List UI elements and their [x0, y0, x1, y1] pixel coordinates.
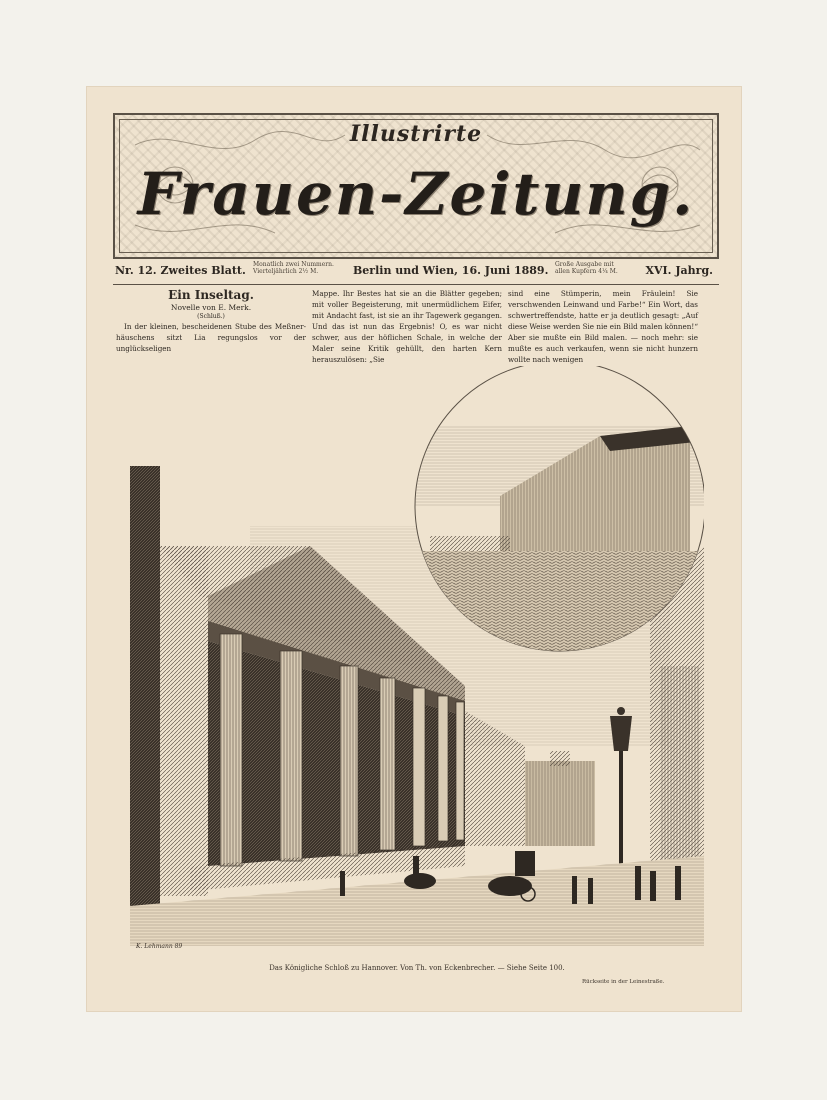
masthead-title-big: Frauen-Zeitung.: [137, 160, 695, 228]
subscription-note-line-2: Vierteljährlich 2½ M.: [253, 268, 319, 275]
subscription-note: [253, 261, 334, 275]
masthead-title-small: Illustrirte: [349, 121, 483, 147]
engraving-illustration: [130, 366, 704, 956]
article-text-col3: sind eine Stümperin, mein Fräulein! Sie verschwenden Leinwand und Farbe!“ Ein Wort, das schwertreffendste, hatte er ja deutlich gesagt: „Auf diese Weise werden Sie nie ein Bild malen können!“ Aber sie mußte ein Bild malen. — noch mehr: sie mußte es auch verkaufen, wenn sie nicht hunzern wollte nach wenigen: [508, 289, 698, 364]
article-column-1: [116, 288, 306, 354]
edition-note-line-1: Große Ausgabe mit: [555, 261, 614, 268]
article-column-2: [312, 288, 502, 365]
volume: XVI. Jahrg.: [645, 264, 713, 277]
article-subtitle: Novelle von E. Merk.: [170, 303, 252, 312]
issue-info-line: [113, 261, 719, 283]
illustration-caption: Das Königliche Schloß zu Hannover. Von Th. von Eckenbrecher. — Siehe Seite 100.: [269, 964, 565, 972]
place-date: Berlin und Wien, 16. Juni 1889.: [353, 264, 549, 277]
article-text-col1: In der kleinen, bescheidenen Stube des Meßner-häuschens sitzt Lia regungslos vor der unglückseligen: [116, 322, 306, 353]
inset-caption: Rückseite in der Leinestraße.: [582, 979, 665, 985]
edition-note-line-2: allen Kupfern 4¼ M.: [555, 268, 618, 275]
newspaper-page: [86, 86, 742, 1012]
article-column-3: [508, 288, 698, 365]
masthead: [113, 113, 719, 259]
article-note: (Schluß.): [197, 313, 225, 320]
artist-signature: K. Lehmann 89: [136, 943, 183, 950]
edition-note: [555, 261, 618, 275]
article-title: Ein Inseltag.: [168, 288, 254, 302]
article-text-col2: Mappe. Ihr Bestes hat sie an die Blätter gegeben; mit voller Begeisterung, mit unermüdlichem Eifer, mit Andacht fast, ist sie an ihr Tagewerk gegangen. Und das ist nun das Ergebnis! O, es war nicht schwer, aus der höflichen Schale, in welche der Maler seine Kritik gehüllt, den harten Kern herauszulösen: „Sie: [312, 289, 502, 364]
divider-rule: [113, 284, 719, 285]
subscription-note-line-1: Monatlich zwei Nummern.: [253, 261, 334, 268]
issue-number: Nr. 12. Zweites Blatt.: [115, 264, 246, 277]
